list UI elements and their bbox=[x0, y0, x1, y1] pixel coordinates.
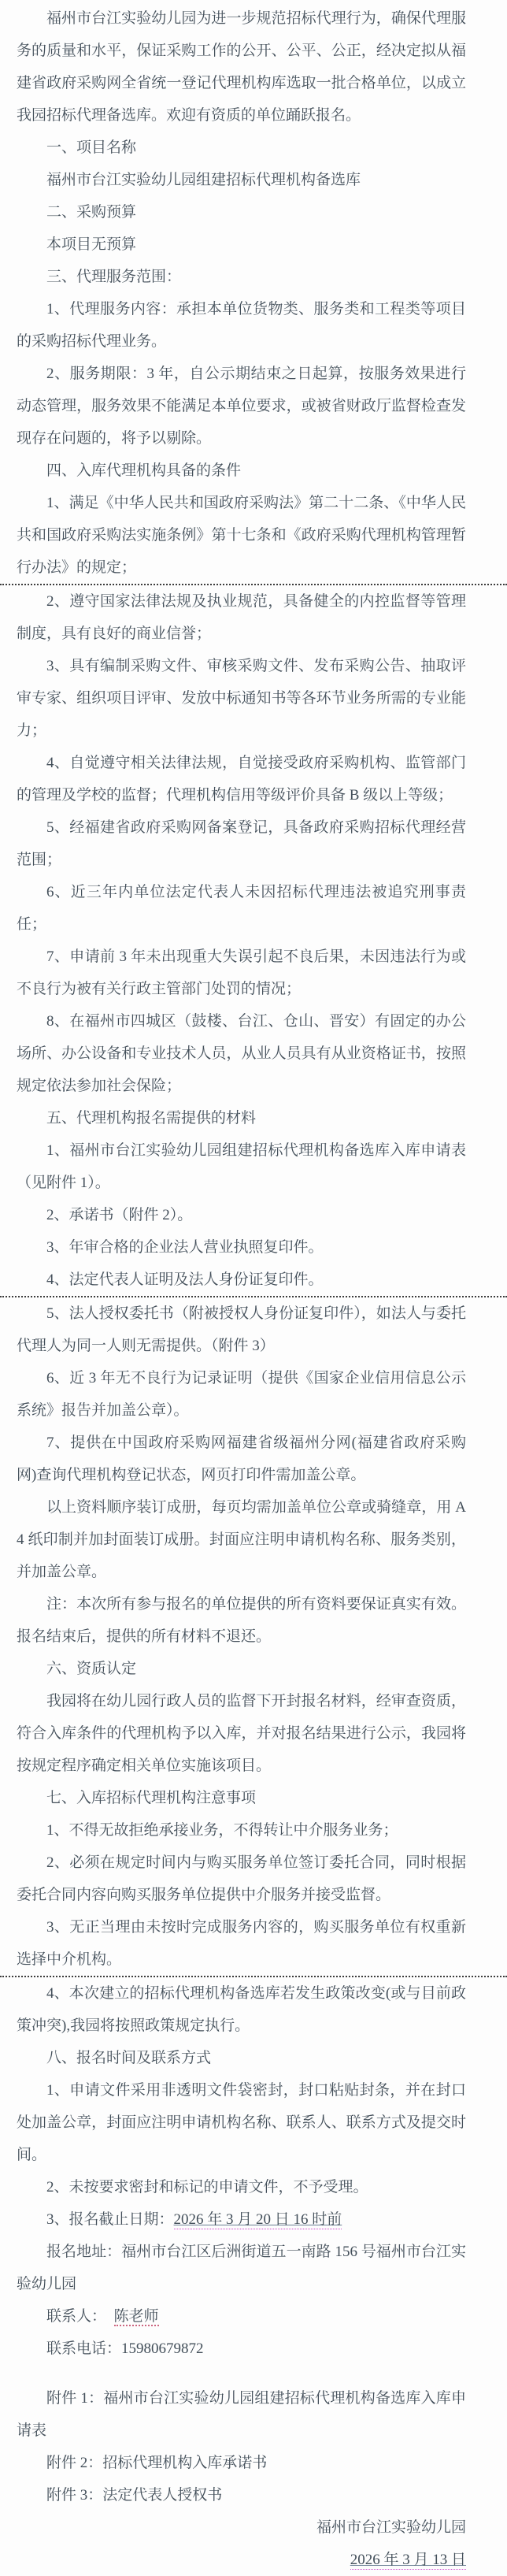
text-run: 2、必须在规定时间内与购买服务单位签订委托合同，同时根据委托合同内容向购买服务单位提供中介服务并接受监督。 bbox=[17, 1854, 466, 1903]
paragraph bbox=[0, 1199, 507, 1231]
text-run: 我园将在幼儿园行政人员的监督下开封报名材料，经审查资质，符合入库条件的代理机构予以入库，并对报名结果进行公示，我园将按规定程序确定相关单位实施该项目。 bbox=[17, 1693, 466, 1774]
signature-date bbox=[0, 2544, 507, 2576]
text-run: 5、经福建省政府采购网备案登记，具备政府采购招标代理经营范围； bbox=[17, 819, 466, 868]
text-run: 报名地址：福州市台江区后洲街道五一南路 156 号福州市台江实验幼儿园 bbox=[17, 2244, 466, 2292]
text-run: 1、代理服务内容：承担本单位货物类、服务类和工程类等项目的采购招标代理业务。 bbox=[17, 301, 466, 350]
budget-line bbox=[0, 228, 507, 261]
text-run: 联系人： bbox=[46, 2308, 114, 2325]
signature-org bbox=[0, 2511, 507, 2544]
paragraph bbox=[0, 876, 507, 941]
underlined-date: 2026 年 3 月 13 日 bbox=[350, 2552, 466, 2568]
paragraph bbox=[0, 1005, 507, 1102]
text-run: 8、在福州市四城区（鼓楼、台江、仓山、晋安）有固定的办公场所、办公设备和专业技术人员，从业人员具有从业资格证书，按照规定依法参加社会保险； bbox=[17, 1013, 466, 1094]
text-run: 7、提供在中国政府采购网福建省级福州分网(福建省政府采购网)查询代理机构登记状态，网页打印件需加盖公章。 bbox=[17, 1435, 466, 1483]
paragraph bbox=[0, 1911, 507, 1976]
section-heading-4 bbox=[0, 455, 507, 487]
text-run: 4、法定代表人证明及法人身份证复印件。 bbox=[46, 1271, 324, 1288]
text-run: 6、近 3 年无不良行为记录证明（提供《国家企业信用信息公示系统》报告并加盖公章）。 bbox=[17, 1370, 466, 1419]
text-run: 附件 1：福州市台江实验幼儿园组建招标代理机构备选库入库申请表 bbox=[17, 2390, 466, 2439]
text-run: 3、报名截止日期： bbox=[46, 2211, 174, 2228]
text-run: 5、法人授权委托书（附被授权人身份证复印件），如法人与委托代理人为同一人则无需提供。（附件 3） bbox=[17, 1305, 466, 1354]
text-run: 福州市台江实验幼儿园 bbox=[316, 2519, 466, 2536]
text-run: 附件 2：招标代理机构入库承诺书 bbox=[46, 2455, 268, 2471]
text-run: 一、项目名称 bbox=[46, 139, 137, 156]
paragraph bbox=[0, 1297, 507, 1362]
paragraph bbox=[0, 1362, 507, 1427]
address-line bbox=[0, 2236, 507, 2300]
text-run: 联系电话：15980679872 bbox=[46, 2340, 204, 2357]
text-run: 1、满足《中华人民共和国政府采购法》第二十二条、《中华人民共和国政府采购法实施条例》第十七条和《政府采购代理机构管理暂行办法》的规定； bbox=[17, 495, 466, 576]
section-heading-3 bbox=[0, 261, 507, 293]
text-run: 2、未按要求密封和标记的申请文件，不予受理。 bbox=[46, 2179, 368, 2196]
paragraph bbox=[0, 487, 507, 584]
note-paragraph bbox=[0, 1588, 507, 1653]
section-heading-8 bbox=[0, 2042, 507, 2074]
text-run: 1、申请文件采用非透明文件袋密封，封口粘贴封条，并在封口处加盖公章，封面应注明申请机构名称、联系人、联系方式及提交时间。 bbox=[17, 2082, 466, 2163]
text-run: 二、采购预算 bbox=[46, 204, 137, 221]
text-run: 4、本次建立的招标代理机构备选库若发生政策改变(或与目前政策冲突),我园将按照政策规定执行。 bbox=[17, 1985, 466, 2034]
text-run: 附件 3：法定代表人授权书 bbox=[46, 2487, 223, 2504]
text-run: 三、代理服务范围： bbox=[46, 269, 182, 285]
paragraph bbox=[0, 1264, 507, 1296]
underlined-date: 2026 年 3 月 20 日 16 时前 bbox=[173, 2211, 342, 2228]
paragraph bbox=[0, 1491, 507, 1588]
text-run: 七、入库招标代理机构注意事项 bbox=[46, 1790, 257, 1806]
text-run: 四、入库代理机构具备的条件 bbox=[46, 462, 242, 479]
text-run: 本项目无预算 bbox=[46, 236, 137, 253]
text-run: 福州市台江实验幼儿园组建招标代理机构备选库 bbox=[46, 172, 361, 188]
text-run: 以上资料顺序装订成册，每页均需加盖单位公章或骑缝章，用 A4 纸印制并加封面装订成册。封面应注明申请机构名称、服务类别，并加盖公章。 bbox=[17, 1499, 466, 1580]
text-run: 2、承诺书（附件 2）。 bbox=[46, 1207, 193, 1223]
text-run: 注：本次所有参与报名的单位提供的所有资料要保证真实有效。报名结束后，提供的所有材料不退还。 bbox=[17, 1596, 466, 1645]
section-heading-6 bbox=[0, 1653, 507, 1685]
paragraph bbox=[0, 1427, 507, 1491]
contact-person-line bbox=[0, 2300, 507, 2333]
text-run: 3、年审合格的企业法人营业执照复印件。 bbox=[46, 1239, 324, 1256]
paragraph bbox=[0, 650, 507, 747]
attachment-2 bbox=[0, 2447, 507, 2479]
paragraph bbox=[0, 811, 507, 876]
attachment-1 bbox=[0, 2382, 507, 2447]
text-run: 3、具有编制采购文件、审核采购文件、发布采购公告、抽取评审专家、组织项目评审、发放中标通知书等各环节业务所需的专业能力； bbox=[17, 658, 466, 739]
text-run: 2、服务期限：3 年，自公示期结束之日起算，按服务效果进行动态管理，服务效果不能满足本单位要求，或被省财政厅监督检查发现存在问题的，将予以剔除。 bbox=[17, 366, 466, 447]
text-run: 2、遵守国家法律法规及执业规范，具备健全的内控监督等管理制度，具有良好的商业信誉； bbox=[17, 593, 466, 642]
text-run: 4、自觉遵守相关法律法规，自觉接受政府采购机构、监管部门的管理及学校的监督；代理机构信用等级评价具备 B 级以上等级； bbox=[17, 755, 466, 804]
section-heading-1 bbox=[0, 132, 507, 164]
paragraph bbox=[0, 1847, 507, 1911]
attachment-3 bbox=[0, 2479, 507, 2511]
paragraph bbox=[0, 1231, 507, 1264]
section-heading-2 bbox=[0, 196, 507, 228]
paragraph bbox=[0, 293, 507, 358]
paragraph bbox=[0, 1814, 507, 1847]
project-name bbox=[0, 164, 507, 196]
text-run: 6、近三年内单位法定代表人未因招标代理违法被追究刑事责任； bbox=[17, 884, 466, 933]
text-run: 7、申请前 3 年未出现重大失误引起不良后果，未因违法行为或不良行为被有关行政主管部门处罚的情况； bbox=[17, 948, 466, 997]
text-run: 八、报名时间及联系方式 bbox=[46, 2050, 212, 2066]
paragraph bbox=[0, 1685, 507, 1782]
paragraph bbox=[0, 358, 507, 455]
intro-paragraph bbox=[0, 2, 507, 132]
text-run: 六、资质认定 bbox=[46, 1661, 137, 1677]
section-heading-5 bbox=[0, 1102, 507, 1134]
paragraph bbox=[0, 1977, 507, 2042]
text-run: 福州市台江实验幼儿园为进一步规范招标代理行为，确保代理服务的质量和水平，保证采购工作的公开、公平、公正，经决定拟从福建省政府采购网全省统一登记代理机构库选取一批合格单位，以成立我园招标代理备选库。欢迎有资质的单位踊跃报名。 bbox=[17, 10, 466, 124]
paragraph bbox=[0, 747, 507, 811]
text-run: 1、福州市台江实验幼儿园组建招标代理机构备选库入库申请表（见附件 1）。 bbox=[17, 1142, 466, 1191]
text-run: 1、不得无故拒绝承接业务，不得转让中介服务业务； bbox=[46, 1822, 398, 1839]
text-run: 五、代理机构报名需提供的材料 bbox=[46, 1110, 257, 1127]
contact-phone-line bbox=[0, 2333, 507, 2365]
paragraph bbox=[0, 2074, 507, 2171]
text-run: 3、无正当理由未按时完成服务内容的，购买服务单位有权重新选择中介机构。 bbox=[17, 1919, 466, 1968]
paragraph bbox=[0, 1134, 507, 1199]
paragraph bbox=[0, 941, 507, 1005]
spellchecked-text: 陈老师 bbox=[113, 2308, 159, 2325]
paragraph bbox=[0, 585, 507, 650]
deadline-line bbox=[0, 2203, 507, 2236]
paragraph bbox=[0, 2171, 507, 2203]
section-heading-7 bbox=[0, 1782, 507, 1814]
